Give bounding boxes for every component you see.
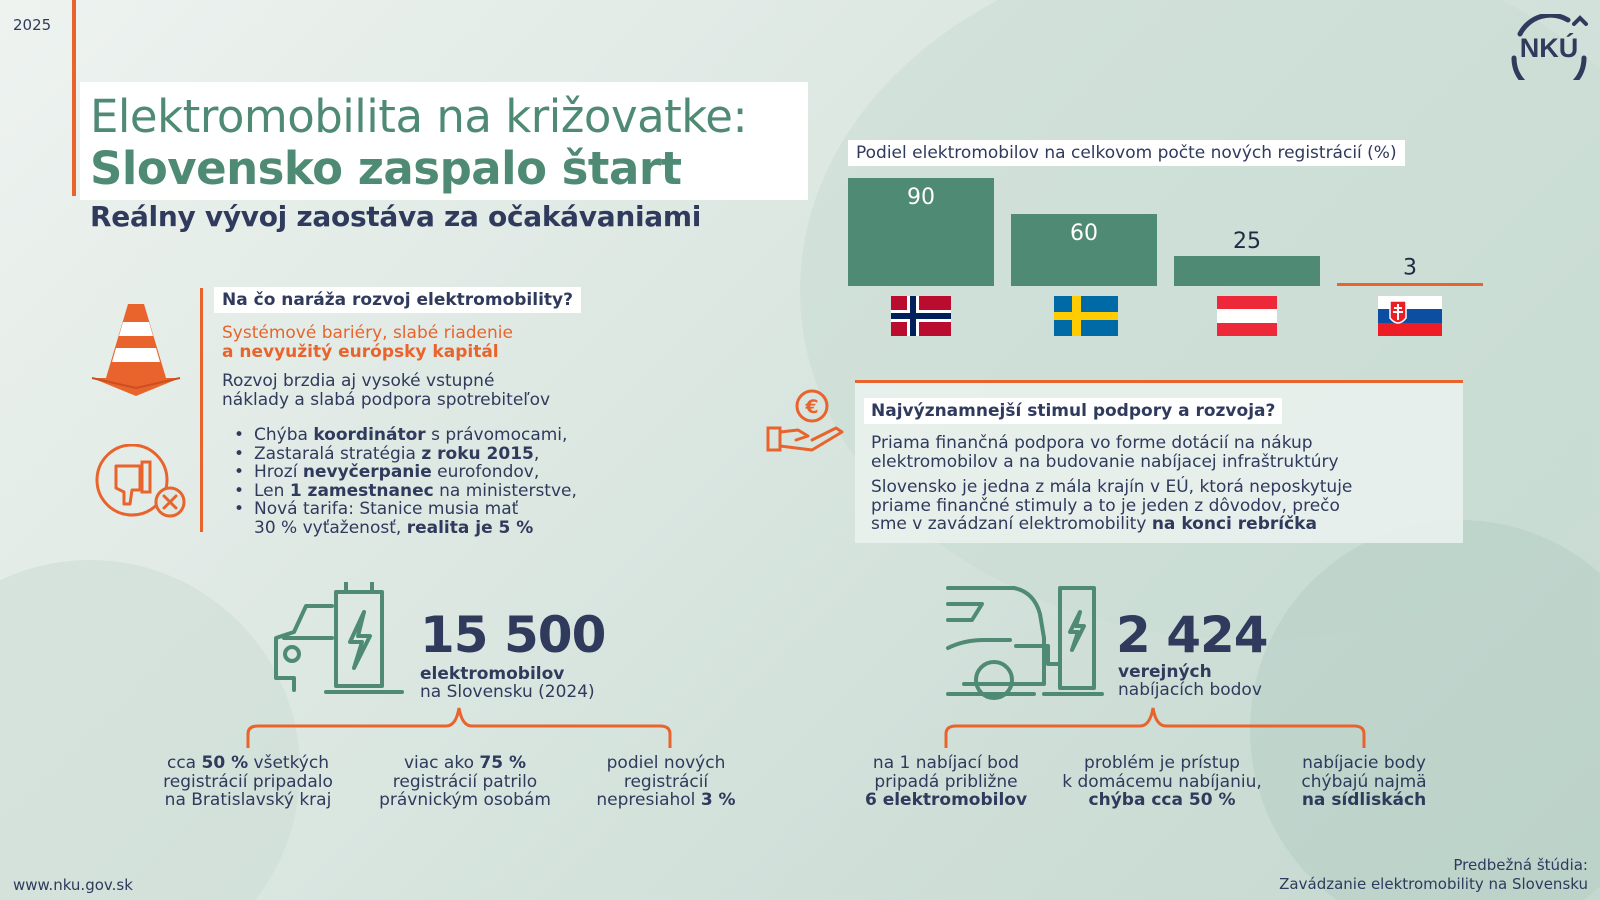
- svg-text:€: €: [805, 396, 819, 418]
- stimulus-text-line1: Priama finančná podpora vo forme dotácií na nákup: [871, 433, 1313, 453]
- section-accent-line: [200, 288, 203, 532]
- chart-value-label: 3: [1403, 255, 1417, 281]
- fact-share: podiel nových registrácií nepresiahol 3 %: [596, 753, 736, 810]
- thumbs-down-icon: [94, 444, 190, 522]
- chart-title: Podiel elektromobilov na celkovom počte nových registrácií (%): [848, 140, 1405, 166]
- charging-points-number: 2 424: [1116, 606, 1268, 664]
- barriers-summary-line2: a nevyužitý európsky kapitál: [222, 342, 499, 362]
- fact-ev-per-point: na 1 nabíjací bod pripadá približne 6 elektromobilov: [864, 753, 1028, 810]
- ev-count-sublabel: na Slovensku (2024): [420, 682, 595, 702]
- stimulus-text: [871, 434, 1339, 471]
- registrations-bar-chart: [848, 176, 1498, 346]
- nku-logo: [1506, 14, 1592, 80]
- stimulus-question: Najvýznamnejší stimul podpory a rozvoja?: [864, 398, 1282, 424]
- charging-points-sublabel: nabíjacích bodov: [1118, 680, 1262, 700]
- list-item: • Chýba koordinátor s právomocami,: [232, 426, 577, 445]
- logo-text: NKÚ: [1519, 33, 1579, 63]
- barriers-text-line1: Rozvoj brzdia aj vysoké vstupné: [222, 371, 495, 391]
- flag-no-icon: [891, 296, 951, 336]
- barriers-text-line2: náklady a slabá podpora spotrebiteľov: [222, 390, 551, 410]
- stimulus-detail-line1: Slovensko je jedna z mála krajín v EÚ, ktorá neposkytuje: [871, 477, 1353, 497]
- study-reference-line2: Zavádzanie elektromobility na Slovensku: [1279, 875, 1588, 893]
- page-title-line2: Slovensko zaspalo štart: [90, 142, 682, 195]
- chart-bar-sk: [1337, 283, 1483, 286]
- brace-connector: [944, 704, 1366, 750]
- euro-hand-icon: [766, 388, 846, 454]
- fact-bratislava: cca 50 % všetkých registrácií pripadalo na Bratislavský kraj: [163, 753, 333, 810]
- list-item-continuation: 30 % vyťaženosť, realita je 5 %: [254, 517, 534, 538]
- charging-points-label: verejných: [1118, 662, 1212, 682]
- website-link[interactable]: www.nku.gov.sk: [13, 876, 133, 894]
- list-item: • Nová tarifa: Stanice musia mať: [232, 500, 577, 519]
- chart-value-label: 60: [1070, 221, 1098, 246]
- charging-station-icon: [944, 584, 1104, 704]
- list-item: • Hrozí nevyčerpanie eurofondov,: [232, 463, 577, 482]
- flag-sk-icon: [1378, 296, 1442, 336]
- traffic-cone-icon: [88, 300, 184, 400]
- barriers-summary-line1: Systémové bariéry, slabé riadenie: [222, 323, 513, 343]
- fact-legal-entities: viac ako 75 % registrácií patrilo právnickým osobám: [379, 753, 551, 810]
- stimulus-detail-line2: priame finančné stimuly a to je jeden z dôvodov, prečo: [871, 495, 1340, 516]
- study-reference-line1: Predbežná štúdia:: [1453, 856, 1588, 874]
- stimulus-detail-line3: sme v zavádzaní elektromobility na konci rebríčka: [871, 514, 1317, 534]
- page-title-line1: Elektromobilita na križovatke:: [90, 90, 748, 143]
- page-subtitle: Reálny vývoj zaostáva za očakávaniami: [90, 200, 702, 233]
- barriers-summary: [222, 324, 513, 362]
- car-charging-icon: [270, 582, 410, 702]
- stimulus-detail: [871, 478, 1352, 534]
- ev-count-number: 15 500: [420, 606, 606, 664]
- brace-connector: [246, 704, 672, 750]
- chart-bar-at: [1174, 256, 1320, 286]
- chart-value-label: 25: [1233, 229, 1261, 254]
- stimulus-text-line2: elektromobilov a na budovanie nabíjacej infraštruktúry: [871, 451, 1339, 472]
- fact-housing-estates: nabíjacie body chýbajú najmä na sídliskách: [1301, 753, 1427, 810]
- study-reference: [1279, 856, 1588, 894]
- flag-at-icon: [1217, 296, 1277, 336]
- ev-count-label: elektromobilov: [420, 664, 565, 684]
- barriers-list: [232, 426, 577, 537]
- list-item: • Zastaralá stratégia z roku 2015,: [232, 445, 577, 464]
- chart-value-label: 90: [907, 185, 935, 210]
- year-label: 2025: [13, 16, 52, 34]
- barriers-question: Na čo naráža rozvoj elektromobility?: [214, 287, 581, 313]
- list-item: • Len 1 zamestnanec na ministerstve,: [232, 482, 577, 501]
- accent-line: [72, 0, 76, 196]
- flag-se-icon: [1054, 296, 1118, 336]
- fact-home-charging: problém je prístup k domácemu nabíjaniu, chýba cca 50 %: [1062, 753, 1262, 810]
- barriers-text: [222, 372, 550, 410]
